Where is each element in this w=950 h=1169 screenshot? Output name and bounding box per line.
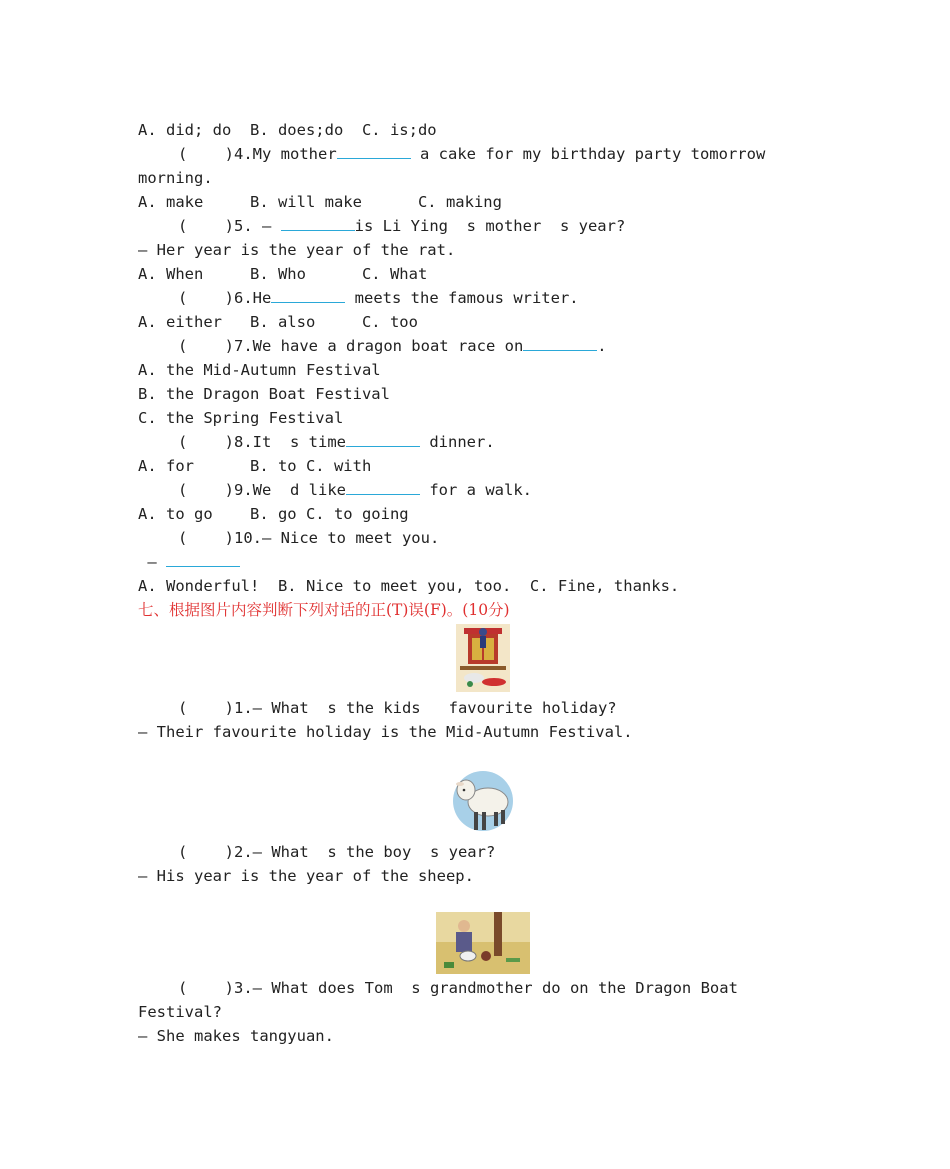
question-10: ( )10.— Nice to meet you. bbox=[178, 529, 440, 547]
q5-answer: — Her year is the year of the rat. bbox=[138, 241, 456, 259]
q3-options: A. did; do B. does;do C. is;do bbox=[138, 121, 437, 139]
s7-question-2: ( )2.— What s the boy s year? bbox=[178, 843, 496, 861]
q5-options: A. When B. Who C. What bbox=[138, 265, 428, 283]
question-9: ( )9.We d like for a walk. bbox=[178, 481, 532, 499]
question-5: ( )5. — is Li Ying s mother s year? bbox=[178, 217, 626, 235]
s7-question-3-cont: Festival? bbox=[138, 1003, 222, 1021]
section-7-title: 七、根据图片内容判断下列对话的正(T)误(F)。(10分) bbox=[138, 601, 510, 619]
answer-blank[interactable] bbox=[271, 287, 345, 303]
answer-blank[interactable] bbox=[281, 215, 355, 231]
q6-options: A. either B. also C. too bbox=[138, 313, 418, 331]
s7-question-3: ( )3.— What does Tom s grandmother do on the Dragon Boat bbox=[178, 979, 738, 997]
q7-option-b: B. the Dragon Boat Festival bbox=[138, 385, 390, 403]
s7-answer-1: — Their favourite holiday is the Mid-Autumn Festival. bbox=[138, 723, 633, 741]
question-8: ( )8.It s time dinner. bbox=[178, 433, 495, 451]
q7-option-c: C. the Spring Festival bbox=[138, 409, 344, 427]
q10-options: A. Wonderful! B. Nice to meet you, too. C. Fine, thanks. bbox=[138, 577, 680, 595]
q7-option-a: A. the Mid-Autumn Festival bbox=[138, 361, 381, 379]
festival-picture bbox=[138, 624, 828, 696]
q8-options: A. for B. to C. with bbox=[138, 457, 372, 475]
question-4-cont: morning. bbox=[138, 169, 213, 187]
answer-blank[interactable] bbox=[337, 143, 411, 159]
question-7: ( )7.We have a dragon boat race on . bbox=[178, 337, 607, 355]
grandmother-picture bbox=[138, 912, 828, 976]
worksheet bbox=[138, 118, 828, 1048]
q4-options: A. make B. will make C. making bbox=[138, 193, 502, 211]
sheep-picture bbox=[138, 768, 828, 840]
s7-answer-3: — She makes tangyuan. bbox=[138, 1027, 334, 1045]
s7-question-1: ( )1.— What s the kids favourite holiday? bbox=[178, 699, 617, 717]
answer-blank[interactable] bbox=[346, 431, 420, 447]
answer-blank[interactable] bbox=[523, 335, 597, 351]
question-6: ( )6.He meets the famous writer. bbox=[178, 289, 579, 307]
q9-options: A. to go B. go C. to going bbox=[138, 505, 409, 523]
question-4: ( )4.My mother a cake for my birthday party tomorrow bbox=[178, 145, 766, 163]
question-10-reply: — bbox=[138, 550, 828, 574]
answer-blank[interactable] bbox=[346, 479, 420, 495]
s7-answer-2: — His year is the year of the sheep. bbox=[138, 867, 474, 885]
answer-blank[interactable] bbox=[166, 551, 240, 567]
